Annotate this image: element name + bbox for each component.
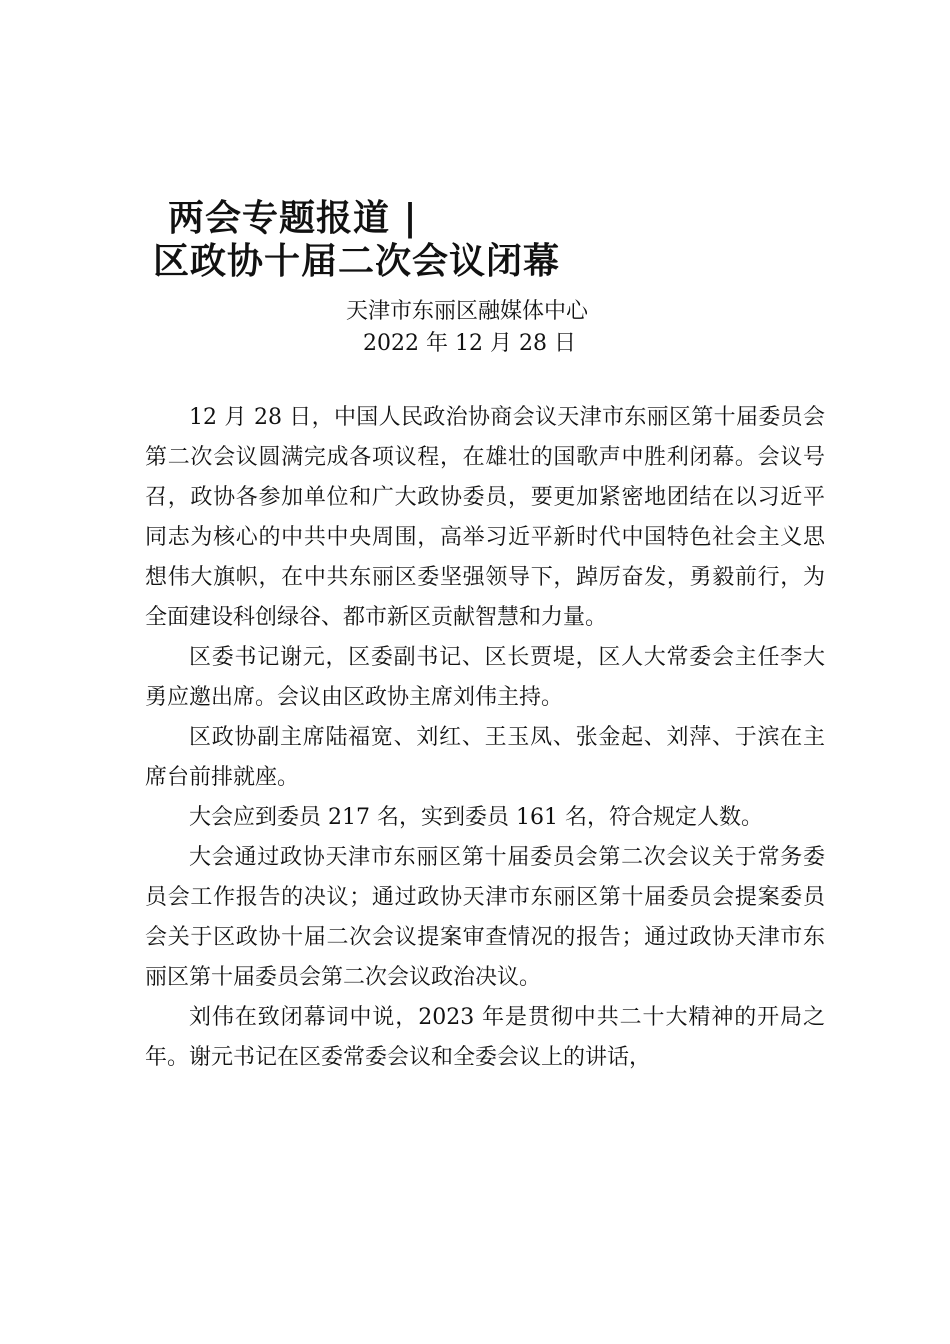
- paragraph-5: 大会通过政协天津市东丽区第十届委员会第二次会议关于常务委员会工作报告的决议；通过政协天津市东丽区第十届委员会提案委员会关于区政协十届二次会议提案审查情况的报告；通过政协天津市东丽区第十届委员会第二次会议政治决议。: [145, 845, 825, 990]
- article-title-line-2: 区政协十届二次会议闭幕: [153, 240, 561, 282]
- article-date: 2022 年 12 月 28 日: [363, 331, 576, 356]
- paragraph-6: 刘伟在致闭幕词中说，2023 年是贯彻中共二十大精神的开局之年。谢元书记在区委常委会议和全委会议上的讲话，: [145, 1005, 825, 1070]
- article-source: 天津市东丽区融媒体中心: [346, 299, 589, 324]
- paragraph-2: 区委书记谢元，区委副书记、区长贾堤，区人大常委会主任李大勇应邀出席。会议由区政协主席刘伟主持。: [145, 645, 825, 710]
- paragraph-1: 12 月 28 日，中国人民政治协商会议天津市东丽区第十届委员会第二次会议圆满完成各项议程，在雄壮的国歌声中胜利闭幕。会议号召，政协各参加单位和广大政协委员，要更加紧密地团结在以习近平同志为核心的中共中央周围，高举习近平新时代中国特色社会主义思想伟大旗帜，在中共东丽区委坚强领导下，踔厉奋发，勇毅前行，为全面建设科创绿谷、都市新区贡献智慧和力量。: [145, 405, 825, 630]
- article-title-line-1: 两会专题报道 |: [168, 197, 418, 239]
- article-body: [145, 398, 825, 1078]
- paragraph-3: 区政协副主席陆福宽、刘红、王玉凤、张金起、刘萍、于滨在主席台前排就座。: [145, 725, 825, 790]
- paragraph-4: 大会应到委员 217 名，实到委员 161 名，符合规定人数。: [189, 805, 763, 830]
